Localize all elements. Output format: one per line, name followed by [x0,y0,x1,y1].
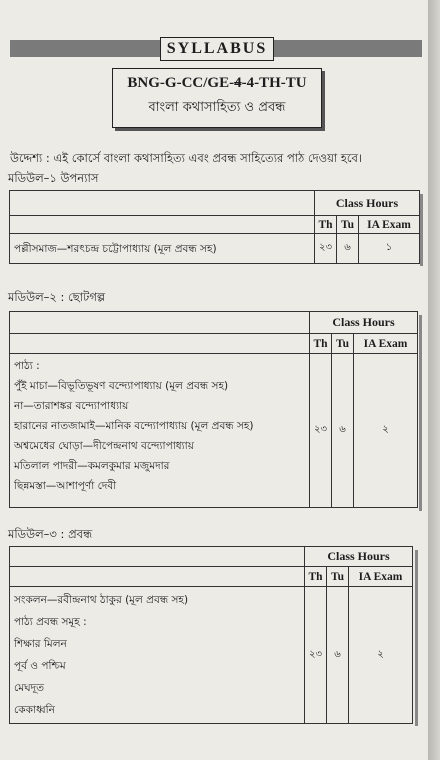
module-3-line: শিক্ষার মিলন [14,638,67,650]
th-header: Th [310,334,332,354]
tu-header: Tu [332,334,354,354]
module-2-tu: ৬ [332,354,354,508]
course-code [113,75,321,92]
class-hours-header: Class Hours [305,547,413,567]
course-code-box [112,68,322,128]
module-2-ia: ২ [354,354,418,508]
module-2-line: না—তারাশঙ্কর বন্দ্যোপাধ্যায় [14,400,129,412]
module-3-th: ২৩ [305,587,327,724]
module-2-line: পাঠ্য : [14,360,40,372]
module-2-line: হারানের নাতজামাই—মানিক বন্দ্যোপাধ্যায় (মূল প্রবন্ধ সহ) [14,420,254,432]
th-header: Th [305,567,327,587]
page-edge [428,0,440,760]
course-code-struck: 4 [234,75,242,91]
ia-header: IA Exam [349,567,413,587]
course-objective: উদ্দেশ্য : এই কোর্সে বাংলা কথাসাহিত্য এবং প্রবন্ধ সাহিত্যের পাঠ দেওয়া হবে। [10,151,363,165]
module-3-line: সংকলন—রবীন্দ্রনাথ ঠাকুর (মূল প্রবন্ধ সহ) [14,594,189,606]
module-2-line: অশ্বমেধের ঘোড়া—দীপেন্দ্রনাথ বন্দ্যোপাধ্যায় [14,440,194,452]
module-1-table [9,190,420,264]
module-1-ia: ১ [359,234,420,264]
module-3-ia: ২ [349,587,413,724]
th-header: Th [315,216,337,234]
module-1-th: ২৩ [315,234,337,264]
module-3-heading: মডিউল–৩ : প্রবন্ধ [8,527,93,541]
class-hours-header: Class Hours [310,312,418,334]
module-2-line: পুঁই মাচা—বিভূতিভূষণ বন্দ্যোপাধ্যায় (মূল প্রবন্ধ সহ) [14,380,229,392]
module-1-line: পল্লীসমাজ—শরৎচন্দ্র চট্টোপাধ্যায় (মূল প্রবন্ধ সহ) [14,242,217,255]
module-2-line: ছিন্নমস্তা—আশাপূর্ণা দেবী [14,480,117,492]
ia-header: IA Exam [359,216,420,234]
module-3-line: পূর্ব ও পশ্চিম [14,660,66,672]
module-3-line: মেঘদূত [14,682,44,694]
tu-header: Tu [327,567,349,587]
course-code-suffix: -4-TH-TU [241,75,307,91]
module-3-tu: ৬ [327,587,349,724]
syllabus-title: SYLLABUS [160,37,274,61]
course-title: বাংলা কথাসাহিত্য ও প্রবন্ধ [148,100,286,115]
module-1-tu: ৬ [337,234,359,264]
module-2-th: ২৩ [310,354,332,508]
module-3-table [9,546,413,724]
tu-header: Tu [337,216,359,234]
course-code-prefix: BNG-G-CC/GE- [127,75,235,91]
module-2-table [9,311,418,508]
module-2-heading: মডিউল–২ : ছোটগল্প [8,290,106,304]
module-3-line: কেকাধ্বনি [14,704,55,716]
module-3-line: পাঠ্য প্রবন্ধ সমূহ : [14,616,87,628]
module-1-heading: মডিউল–১ উপন্যাস [8,171,99,185]
module-2-line: মতিলাল পাদরী—কমলকুমার মজুমদার [14,460,170,472]
ia-header: IA Exam [354,334,418,354]
class-hours-header: Class Hours [315,191,420,216]
